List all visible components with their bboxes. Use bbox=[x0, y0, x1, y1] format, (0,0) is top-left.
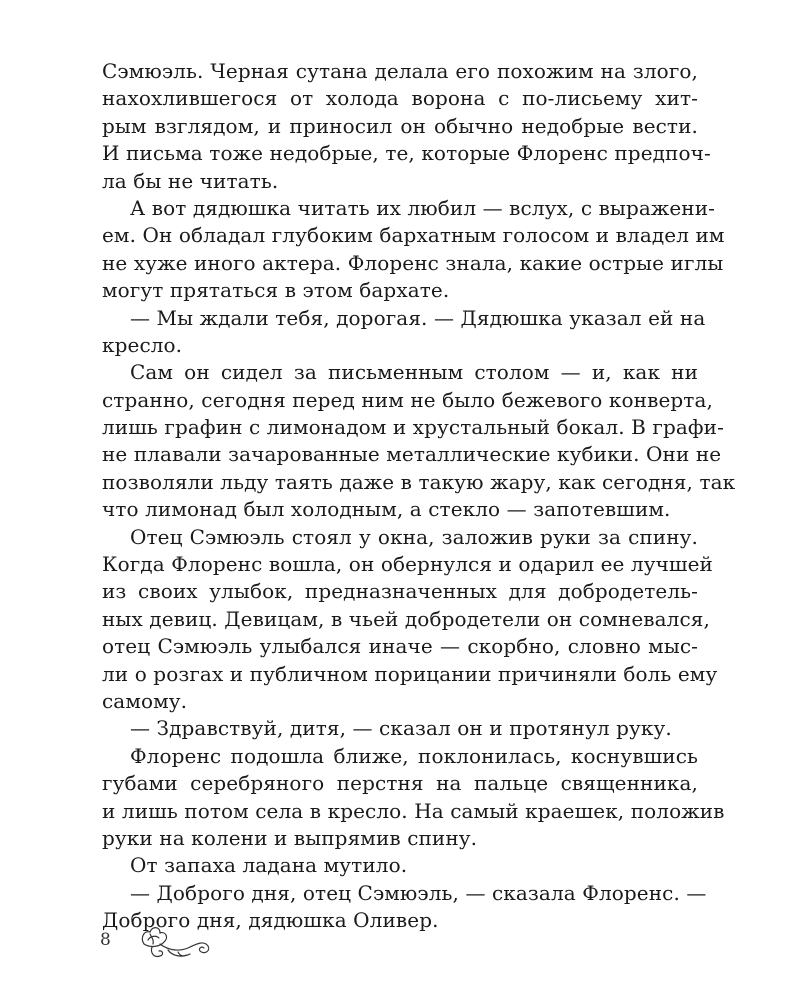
text-line: И письма тоже недобрые, те, которые Флоренс предпоч- bbox=[102, 141, 711, 166]
text-line: ем. Он обладал глубоким бархатным голосом и владел им bbox=[102, 223, 725, 248]
text-line: рым взглядом, и приносил он обычно недобрые вести. bbox=[102, 113, 698, 138]
text-line: руки на колени и выпрямив спину. bbox=[102, 825, 478, 850]
text-line: не хуже иного актера. Флоренс знала, какие острые иглы bbox=[102, 250, 724, 275]
floral-ornament-icon bbox=[138, 920, 216, 964]
text-line: не плавали зачарованные металлические кубики. Они не bbox=[102, 442, 722, 467]
text-line: Доброго дня, дядюшка Оливер. bbox=[102, 908, 439, 933]
text-line: кресло. bbox=[102, 332, 183, 357]
text-line: из своих улыбок, предназначенных для добродетель- bbox=[102, 579, 698, 604]
page-footer bbox=[100, 928, 300, 968]
text-line: Отец Сэмюэль стоял у окна, заложив руки за спину. bbox=[130, 524, 698, 549]
text-line: — Здравствуй, дитя, — сказал он и протянул руку. bbox=[130, 716, 672, 741]
text-line: могут прятаться в этом бархате. bbox=[102, 278, 450, 303]
text-line: нахохлившегося от холода ворона с по-лисьему хит- bbox=[102, 86, 698, 111]
page-body bbox=[102, 58, 736, 935]
text-line: губами серебряного перстня на пальце священника, bbox=[102, 771, 698, 796]
text-line: лишь графин с лимонадом и хрустальный бокал. В графи- bbox=[102, 415, 724, 440]
text-line: и лишь потом села в кресло. На самый краешек, положив bbox=[102, 798, 725, 823]
text-line: позволяли льду таять даже в такую жару, как сегодня, так bbox=[102, 469, 736, 494]
text-line: ных девиц. Девицам, в чьей добродетели он сомневался, bbox=[102, 606, 710, 631]
text-line: самому. bbox=[102, 688, 188, 713]
text-line: Флоренс подошла ближе, поклонилась, коснувшись bbox=[130, 743, 698, 768]
text-line: Сам он сидел за письменным столом — и, как ни bbox=[130, 360, 698, 385]
text-line: отец Сэмюэль улыбался иначе — скорбно, словно мыс- bbox=[102, 634, 698, 659]
text-line: странно, сегодня перед ним не было бежевого конверта, bbox=[102, 387, 713, 412]
text-line: — Мы ждали тебя, дорогая. — Дядюшка указал ей на bbox=[130, 305, 706, 330]
text-line: что лимонад был холодным, а стекло — запотевшим. bbox=[102, 497, 671, 522]
text-line: — Доброго дня, отец Сэмюэль, — сказала Флоренс. — bbox=[130, 880, 707, 905]
text-line: ли о розгах и публичном порицании причиняли боль ему bbox=[102, 661, 718, 686]
text-line: От запаха ладана мутило. bbox=[130, 853, 408, 878]
page-number: 8 bbox=[100, 930, 111, 950]
text-line: Когда Флоренс вошла, он обернулся и одарил ее лучшей bbox=[102, 552, 713, 577]
text-line: Сэмюэль. Черная сутана делала его похожим на злого, bbox=[102, 59, 698, 83]
text-line: А вот дядюшка читать их любил — вслух, с выражени- bbox=[130, 195, 716, 220]
text-line: ла бы не читать. bbox=[102, 168, 279, 193]
